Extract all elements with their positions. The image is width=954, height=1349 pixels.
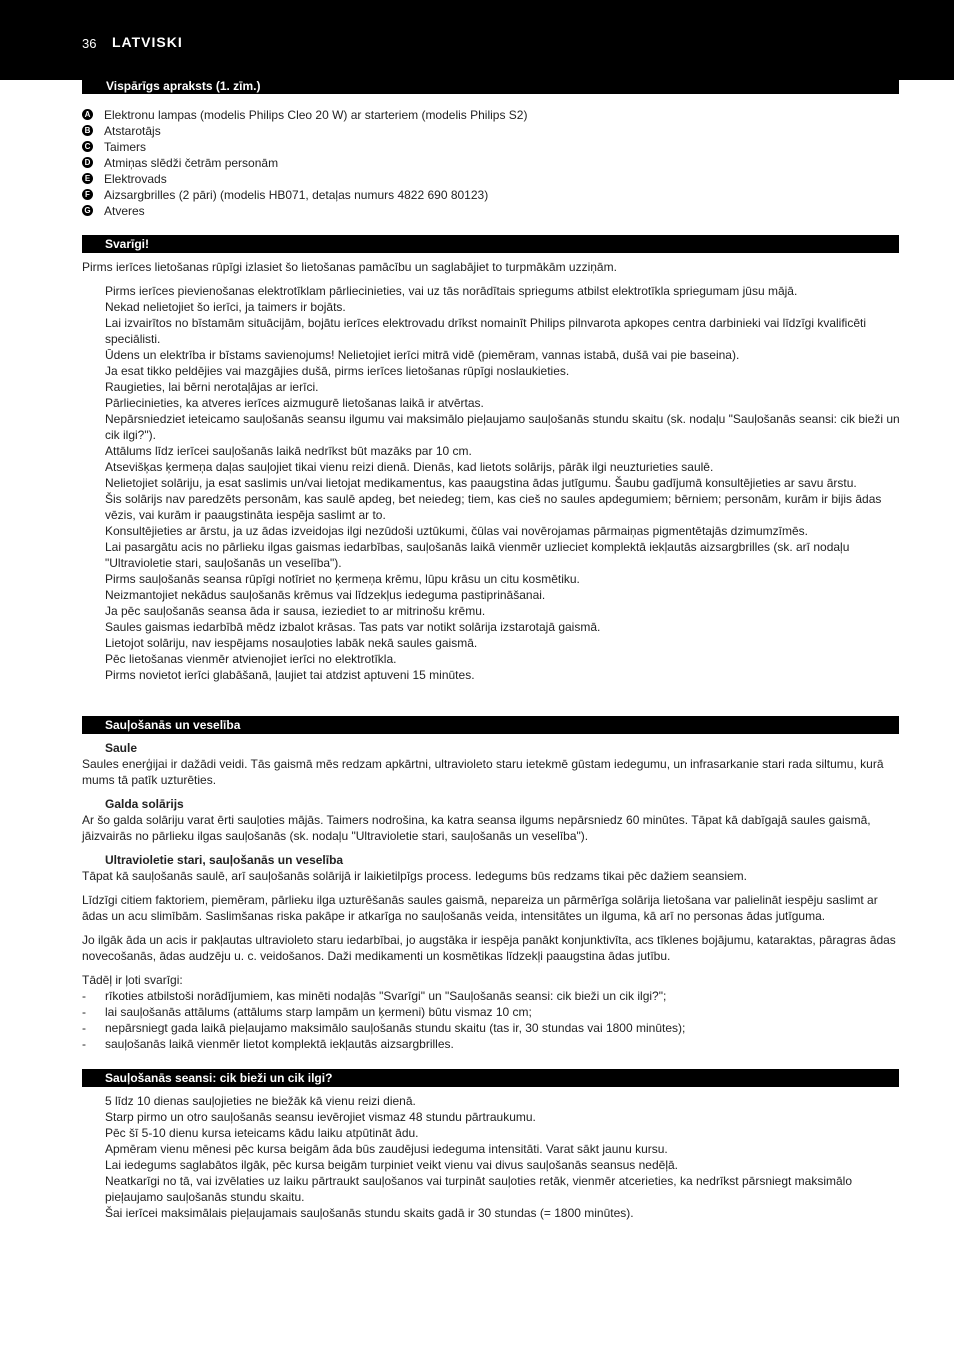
health-content: [82, 740, 899, 1052]
list-item: Šis solārijs nav paredzēts personām, kas saulē apdeg, bet neiedeg; tiem, kas cieš no saules apdegumiem; bērniem; personām, kurām ir bijis ādas vēzis, vai kurām ir paaugstināta iespēja saslimt ar to.: [105, 492, 882, 522]
letter-badge: A: [82, 109, 93, 120]
list-item: Konsultējieties ar ārstu, ja uz ādas izveidojas ilgi nezūdoši uztūkumi, čūlas vai novērojamas pārmaiņas pigmentētajās dzimumzīmēs.: [105, 524, 808, 538]
list-item: Pārliecinieties, ka atveres ierīces aizmugurē lietošanas laikā ir atvērtas.: [105, 396, 484, 410]
list-item: Nekad nelietojiet šo ierīci, ja taimers ir bojāts.: [105, 300, 346, 314]
sessions-list: [105, 1093, 900, 1221]
list-item: Atsevišķas ķermeņa daļas sauļojiet tikai vienu reizi dienā. Dienās, kad lietots solārijs, pārāk ilgi neuzturieties saulē.: [105, 460, 714, 474]
section-heading-description: Vispārīgs apraksts (1. zīm.): [82, 76, 899, 94]
section-heading-health: Sauļošanās un veselība: [82, 716, 899, 734]
description-list: [82, 107, 899, 219]
list-item: Pirms novietot ierīci glabāšanā, ļaujiet tai atdzist aptuveni 15 minūtes.: [105, 668, 475, 682]
paragraph: Tāpat kā sauļošanās saulē, arī sauļošanās solārijā ir laikietilpīgs process. Iedegums būs redzams tikai pēc dažiem seansiem.: [82, 869, 747, 883]
list-item: Nepārsniedziet ieteicamo sauļošanās seansu ilgumu vai maksimālo pieļaujamo sauļošanās stundu skaitu (sk. nodaļu "Sauļošanās seansi: cik bieži un cik ilgi?").: [105, 412, 900, 442]
list-item: C Taimers: [82, 139, 899, 155]
subheading-sun: Saule: [105, 741, 138, 755]
list-item: Ūdens un elektrība ir bīstams savienojums! Nelietojiet ierīci mitrā vidē (piemēram, vannas istabā, dušā vai pie baseina).: [105, 348, 740, 362]
list-item: Attālums līdz ierīcei sauļošanās laikā nedrīkst būt mazāks par 10 cm.: [105, 444, 472, 458]
list-item: B Atstarotājs: [82, 123, 899, 139]
list-item: Pēc šī 5-10 dienu kursa ieteicams kādu laiku atpūtināt ādu.: [105, 1126, 419, 1140]
list-item: Starp pirmo un otro sauļošanās seansu ievērojiet vismaz 48 stundu pārtraukumu.: [105, 1110, 536, 1124]
important-intro: Pirms ierīces lietošanas rūpīgi izlasiet šo lietošanas pamācību un saglabājiet to turpmākām uzziņām.: [82, 260, 617, 274]
dash-list-item: - rīkoties atbilstoši norādījumiem, kas minēti nodaļās "Svarīgi" un "Sauļošanās seansi: cik bieži un cik ilgi?";: [82, 989, 667, 1003]
list-item: Neizmantojiet nekādus sauļošanās krēmus vai līdzekļus iedeguma pastiprināšanai.: [105, 588, 546, 602]
letter-badge: C: [82, 141, 93, 152]
list-item: Apmēram vienu mēnesi pēc kursa beigām āda būs zaudējusi iedeguma intensitāti. Varat sākt jaunu kursu.: [105, 1142, 668, 1156]
list-item: A Elektronu lampas (modelis Philips Cleo 20 W) ar starteriem (modelis Philips S2): [82, 107, 899, 123]
list-item: Pirms sauļošanās seansa rūpīgi notīriet no ķermeņa krēmu, lūpu krāsu un citu kosmētiku.: [105, 572, 580, 586]
letter-badge: F: [82, 189, 93, 200]
section-heading-important: Svarīgi!: [82, 235, 899, 253]
section-heading-sessions: Sauļošanās seansi: cik bieži un cik ilgi?: [82, 1069, 899, 1087]
list-item: D Atmiņas slēdži četrām personām: [82, 155, 899, 171]
list-item: Lai pasargātu acis no pārlieku ilgas gaismas iedarbības, sauļošanās laikā vienmēr uzlieciet komplektā iekļautās aizsargbrilles (sk. arī nodaļu "Ultravioletie stari, sauļošanās un veselība").: [105, 540, 850, 570]
list-item: Ja pēc sauļošanās seansa āda ir sausa, ieziediet to ar mitrinošu krēmu.: [105, 604, 486, 618]
list-item: E Elektrovads: [82, 171, 899, 187]
list-item: Raugieties, lai bērni nerotaļājas ar ierīci.: [105, 380, 319, 394]
list-item: Lai iedegums saglabātos ilgāk, pēc kursa beigām turpiniet veikt vienu vai divus sauļošanās seansus nedēļā.: [105, 1158, 679, 1172]
list-item: Lai izvairītos no bīstamām situācijām, bojātu ierīces elektrovadu drīkst nomainīt Philips pilnvarota apkopes centra darbinieki vai līdzīgi kvalificēti speciālisti.: [105, 316, 867, 346]
list-item: 5 līdz 10 dienas sauļojieties ne biežāk kā vienu reizi dienā.: [105, 1094, 416, 1108]
paragraph: Ar šo galda solāriju varat ērti sauļoties mājās. Taimers nodrošina, ka katra seansa ilgums nepārsniedz 60 minūtes. Tāpat kā dabīgajā saules gaismā, jāizvairās no pārlieku ilgas sauļošanās (sk. nodaļu "Ultravioletie stari, sauļošanās un veselība").: [82, 813, 871, 843]
subheading-uv: Ultravioletie stari, sauļošanās un veselība: [105, 853, 344, 867]
letter-badge: B: [82, 125, 93, 136]
dash-list-item: - sauļošanās laikā vienmēr lietot komplektā iekļautās aizsargbrilles.: [82, 1037, 454, 1051]
list-item: F Aizsargbrilles (2 pāri) (modelis HB071, detaļas numurs 4822 690 80123): [82, 187, 899, 203]
letter-badge: D: [82, 157, 93, 168]
list-item: G Atveres: [82, 203, 899, 219]
dash-list-item: - nepārsniegt gada laikā pieļaujamo maksimālo sauļošanās stundu skaitu (tas ir, 30 stundas vai 1800 minūtes);: [82, 1021, 686, 1035]
list-item: Lietojot solāriju, nav iespējams nosauļoties labāk nekā saules gaismā.: [105, 636, 478, 650]
paragraph: Saules enerģijai ir dažādi veidi. Tās gaismā mēs redzam apkārtni, ultravioleto staru ietekmē gūstam iedegumu, un infrasarkanie stari rada siltumu, kurā mums tā patīk uzturēties.: [82, 757, 884, 787]
important-list: [105, 283, 900, 683]
page-number: 36: [82, 36, 97, 51]
paragraph: Tādēļ ir ļoti svarīgi:: [82, 973, 183, 987]
letter-badge: E: [82, 173, 93, 184]
top-header-bar: [0, 0, 954, 80]
paragraph: Līdzīgi citiem faktoriem, piemēram, pārlieku ilga uzturēšanās saules gaismā, nepareiza un pārmērīga solārija lietošana var palielināt iespēju saslimt ar ādas un acu slimībām. Saslimšanas riska pakāpe ir atkarīga no sauļošanās veida, intensitātes un ilguma, kā arī no personas ādas jutīguma.: [82, 893, 878, 923]
list-item: Saules gaismas iedarbībā mēdz izbalot krāsas. Tas pats var notikt solārija izstarotajā gaismā.: [105, 620, 601, 634]
list-item: Neatkarīgi no tā, vai izvēlaties uz laiku pārtraukt sauļošanos vai turpināt sauļoties retāk, vienmēr atcerieties, ka nedrīkst pārsniegt maksimālo pieļaujamo sauļošanās stundu skaitu.: [105, 1174, 853, 1204]
list-item: Šai ierīcei maksimālais pieļaujamais sauļošanās stundu skaits gadā ir 30 stundas (= 1800 minūtes).: [105, 1206, 634, 1220]
paragraph: Jo ilgāk āda un acis ir pakļautas ultravioleto staru iedarbībai, jo augstāka ir iespēja panākt konjunktivīta, acs tīklenes bojājumu, kataraktas, pāragras ādas novecošanās, ādas audzēju u. c. veidošanos. Daži medikamenti un kosmētikas līdzekļi paaugstina ādas jutību.: [82, 933, 896, 963]
dash-list-item: - lai sauļošanās attālums (attālums starp lampām un ķermeni) būtu vismaz 10 cm;: [82, 1005, 532, 1019]
subheading-table-solarium: Galda solārijs: [105, 797, 184, 811]
list-item: Nelietojiet solāriju, ja esat saslimis un/vai lietojat medikamentus, kas paaugstina ādas jutīgumu. Šaubu gadījumā konsultējieties ar savu ārstu.: [105, 476, 857, 490]
language-label: LATVISKI: [112, 34, 183, 50]
list-item: Ja esat tikko peldējies vai mazgājies dušā, pirms ierīces lietošanas rūpīgi noslaukieties.: [105, 364, 570, 378]
letter-badge: G: [82, 205, 93, 216]
list-item: Pēc lietošanas vienmēr atvienojiet ierīci no elektrotīkla.: [105, 652, 397, 666]
list-item: Pirms ierīces pievienošanas elektrotīklam pārliecinieties, vai uz tās norādītais spriegums atbilst elektrotīkla spriegumam jūsu mājā.: [105, 284, 798, 298]
